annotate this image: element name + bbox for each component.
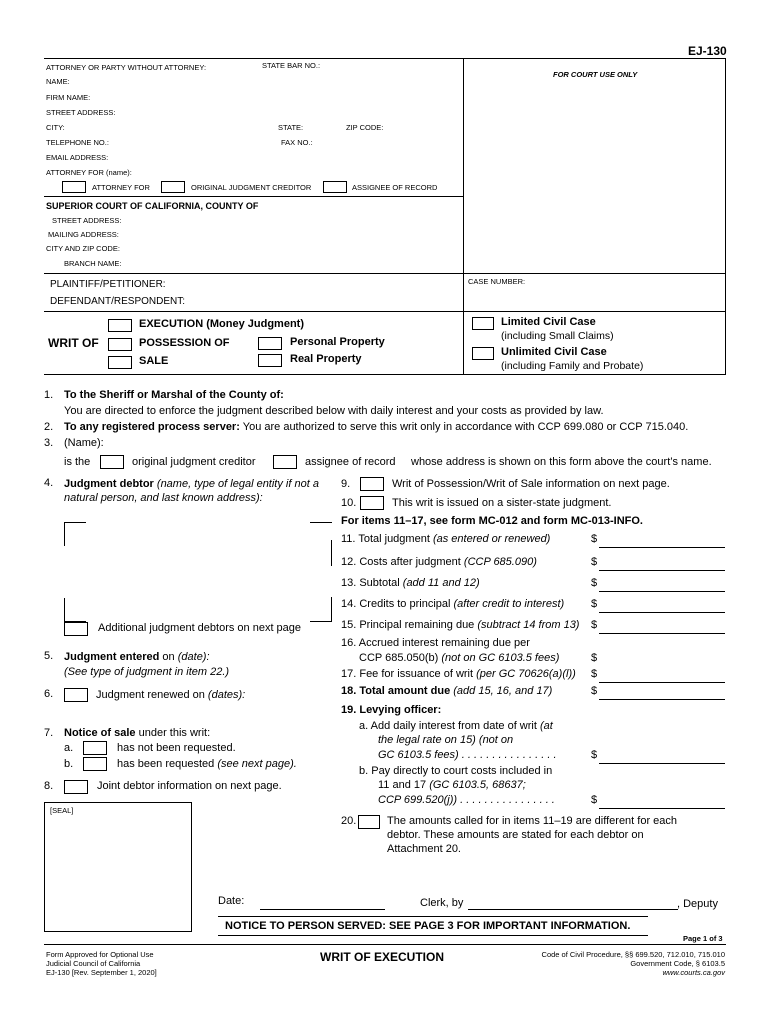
item19a-line3: GC 6103.5 fees) . . . . . . . . . . . . . . . . <box>378 749 557 761</box>
possession-checkbox[interactable] <box>108 338 132 351</box>
item7a-text: has not been requested. <box>117 742 236 754</box>
item8-checkbox[interactable] <box>64 780 88 794</box>
item19-label: 19. Levying officer: <box>341 704 442 716</box>
item19a-at: (at <box>539 720 553 732</box>
debtor-bracket-lv <box>64 522 65 546</box>
item19a-line2: the legal rate on 15) (not on <box>378 734 514 746</box>
item10-num: 10. <box>341 497 357 509</box>
zip-label: ZIP CODE: <box>346 123 384 132</box>
item13-amount-field[interactable] <box>599 591 725 592</box>
writ-of-label: WRIT OF <box>48 336 99 350</box>
seal-box <box>44 802 192 932</box>
writ-border <box>44 311 726 312</box>
court-use-label: FOR COURT USE ONLY <box>553 70 638 79</box>
item8-text: Joint debtor information on next page. <box>97 780 282 792</box>
item4-line1 <box>64 478 319 490</box>
item18-italic: (add 15, 16, and 17) <box>453 685 553 697</box>
notice-text: NOTICE TO PERSON SERVED: SEE PAGE 3 FOR IMPORTANT INFORMATION. <box>225 920 631 932</box>
real-property-checkbox[interactable] <box>258 354 282 367</box>
additional-debtors-label: Additional judgment debtors on next page <box>98 622 302 634</box>
item14 <box>341 598 564 610</box>
approved-line1: Form Approved for Optional Use <box>46 950 154 959</box>
item11-label: 11. Total judgment <box>341 533 430 545</box>
header-top-border <box>44 58 726 59</box>
item7-line <box>64 727 210 739</box>
item20-line2: debtor. These amounts are stated for each debtor on <box>387 829 644 841</box>
city-label: CITY: <box>46 123 65 132</box>
item6-dates: (dates): <box>207 689 246 701</box>
parties-border <box>44 273 726 274</box>
item2-num: 2. <box>44 421 54 433</box>
sale-checkbox[interactable] <box>108 356 132 369</box>
item15-amount-field[interactable] <box>599 633 725 634</box>
phone-label: TELEPHONE NO.: <box>46 138 109 147</box>
item11 <box>341 533 550 545</box>
item20-checkbox[interactable] <box>358 815 380 829</box>
item10-text: This writ is issued on a sister-state judgment. <box>392 497 612 509</box>
right-border <box>725 58 726 375</box>
item12 <box>341 556 537 568</box>
fax-label: FAX NO.: <box>281 138 313 147</box>
item19b-line1: b. Pay directly to court costs included in <box>359 765 553 777</box>
email-label: EMAIL ADDRESS: <box>46 153 109 162</box>
limited-civil-label: Limited Civil Case <box>501 316 596 328</box>
approved-line3: EJ-130 [Rev. September 1, 2020] <box>46 968 157 977</box>
item19a-text: a. Add daily interest from date of writ <box>359 720 537 732</box>
item14-amount-field[interactable] <box>599 612 725 613</box>
unlimited-civil-checkbox[interactable] <box>472 347 494 360</box>
attorney-for-label: ATTORNEY FOR (name): <box>46 168 132 177</box>
item14-label: 14. Credits to principal <box>341 598 451 610</box>
item5-bold: Judgment entered <box>64 651 160 663</box>
courts-website-link[interactable]: www.courts.ca.gov <box>662 968 725 977</box>
item19a-line1 <box>359 720 553 732</box>
item9-checkbox[interactable] <box>360 477 384 491</box>
item7a-letter: a. <box>64 742 74 754</box>
state-bar-label: STATE BAR NO.: <box>262 61 321 70</box>
item6-checkbox[interactable] <box>64 688 88 702</box>
item3-original-label: original judgment creditor <box>132 456 256 468</box>
code-line1: Code of Civil Procedure, §§ 699.520, 712.010, 715.010 <box>541 950 725 959</box>
item16-line2 <box>359 652 559 664</box>
attorney-for-option: ATTORNEY FOR <box>92 183 150 192</box>
item4-num: 4. <box>44 477 54 489</box>
defendant-label: DEFENDANT/RESPONDENT: <box>50 296 186 307</box>
item15-italic: (subtract 14 from 13) <box>477 619 580 631</box>
date-label: Date: <box>218 895 245 907</box>
seal-label: [SEAL] <box>50 806 74 815</box>
item15-label: 15. Principal remaining due <box>341 619 475 631</box>
item18-label: 18. Total amount due <box>341 685 451 697</box>
item19b-gc: (GC 6103.5, 68637; <box>429 779 526 791</box>
item5-num: 5. <box>44 650 54 662</box>
street-label: STREET ADDRESS: <box>46 108 116 117</box>
clerk-label: Clerk, by <box>420 897 464 909</box>
footer-border <box>44 944 726 945</box>
item1-text: You are directed to enforce the judgment described below with daily interest and your costs as provided by law. <box>64 405 604 417</box>
limited-civil-checkbox[interactable] <box>472 317 494 330</box>
deputy-label: , Deputy <box>677 898 718 910</box>
item18-dollar: $ <box>591 685 598 697</box>
court-title: SUPERIOR COURT OF CALIFORNIA, COUNTY OF <box>46 201 259 211</box>
assignee-option: ASSIGNEE OF RECORD <box>352 183 438 192</box>
item7b-italic: (see next page). <box>217 758 297 770</box>
item11-italic: (as entered or renewed) <box>432 533 551 545</box>
debtor-bracket-brv <box>331 597 332 621</box>
item4-bold: Judgment debtor <box>64 478 154 490</box>
item9-text: Writ of Possession/Writ of Sale information on next page. <box>392 478 670 490</box>
item3-assignee-label: assignee of record <box>305 456 396 468</box>
attorney-label: ATTORNEY OR PARTY WITHOUT ATTORNEY: <box>46 63 207 72</box>
unlimited-civil-label: Unlimited Civil Case <box>501 346 607 358</box>
court-city-zip-label: CITY AND ZIP CODE: <box>46 244 120 253</box>
item2-text: You are authorized to serve this writ only in accordance with CCP 699.080 or CCP 715.040. <box>242 421 689 433</box>
additional-debtors-checkbox[interactable] <box>64 622 88 636</box>
item12-label: 12. Costs after judgment <box>341 556 461 568</box>
item4-italic2: natural person, and last known address): <box>64 492 263 504</box>
item9-num: 9. <box>341 478 351 490</box>
plaintiff-label: PLAINTIFF/PETITIONER: <box>50 279 166 290</box>
item16-line1: 16. Accrued interest remaining due per <box>341 637 530 649</box>
item12-amount-field[interactable] <box>599 570 725 571</box>
item4-italic1: (name, type of legal entity if not a <box>156 478 319 490</box>
item1-bold: To the Sheriff or Marshal of the County of: <box>64 389 284 401</box>
approved-line2: Judicial Council of California <box>46 959 141 968</box>
item13-italic: (add 11 and 12) <box>402 577 480 589</box>
item19b-line3: CCP 699.520(j)) . . . . . . . . . . . . . . . . <box>378 794 555 806</box>
mc-note: For items 11–17, see form MC-012 and form MC-013-INFO. <box>341 515 643 527</box>
item3-num: 3. <box>44 437 54 449</box>
clerk-field[interactable] <box>468 909 678 910</box>
possession-label: POSSESSION OF <box>139 337 230 349</box>
item17-amount-field[interactable] <box>599 682 725 683</box>
form-title: WRIT OF EXECUTION <box>320 950 444 964</box>
court-street-label: STREET ADDRESS: <box>52 216 122 225</box>
form-id: EJ-130 <box>688 44 727 58</box>
state-label: STATE: <box>278 123 304 132</box>
item5-on: on <box>162 651 175 663</box>
limited-civil-sub: (including Small Claims) <box>501 330 614 342</box>
sale-label: SALE <box>139 355 169 367</box>
item17-label: 17. Fee for issuance of writ <box>341 668 474 680</box>
item6-num: 6. <box>44 688 54 700</box>
item15 <box>341 619 579 631</box>
attorney-for-checkbox[interactable] <box>62 181 86 193</box>
item7b-text: has been requested <box>117 758 215 770</box>
notice-bottom-border <box>218 935 648 936</box>
item16-dollar: $ <box>591 652 598 664</box>
item3-whose-text: whose address is shown on this form above the court’s name. <box>411 456 712 468</box>
item11-dollar: $ <box>591 533 598 545</box>
original-creditor-checkbox[interactable] <box>161 181 185 193</box>
item12-italic: (CCP 685.090) <box>463 556 537 568</box>
item5-line <box>64 651 210 663</box>
assignee-checkbox[interactable] <box>323 181 347 193</box>
item6-line <box>96 689 245 701</box>
item7b-line <box>117 758 297 770</box>
date-field[interactable] <box>260 909 385 910</box>
debtor-bracket-tl <box>64 522 86 523</box>
item16-italic: (not on GC 6103.5 fees) <box>441 652 560 664</box>
page-number: Page 1 of 3 <box>683 934 723 943</box>
debtor-bracket-blv <box>64 598 65 622</box>
item16-ccp: CCP 685.050(b) <box>359 652 439 664</box>
item3-original-checkbox[interactable] <box>100 455 124 469</box>
name-label: NAME: <box>46 77 70 86</box>
item3-assignee-checkbox[interactable] <box>273 455 297 469</box>
item18-amount-field[interactable] <box>599 699 725 700</box>
debtor-bracket-br <box>310 621 332 622</box>
court-branch-label: BRANCH NAME: <box>64 259 122 268</box>
item15-dollar: $ <box>591 619 598 631</box>
execution-label: EXECUTION (Money Judgment) <box>139 318 305 330</box>
item20-line3: Attachment 20. <box>387 843 461 855</box>
item20-line1: The amounts called for in items 11–19 are different for each <box>387 815 678 827</box>
notice-top-border <box>218 916 648 917</box>
real-property-label: Real Property <box>290 353 362 365</box>
item12-dollar: $ <box>591 556 598 568</box>
item17-italic: (per GC 70626(a)(l)) <box>476 668 576 680</box>
court-use-divider <box>463 58 464 375</box>
execution-checkbox[interactable] <box>108 319 132 332</box>
item19a-dollar: $ <box>591 749 598 761</box>
item7b-checkbox[interactable] <box>83 757 107 771</box>
item19b-dollar: $ <box>591 794 598 806</box>
item14-italic: (after credit to interest) <box>453 598 565 610</box>
item7-bold: Notice of sale <box>64 727 136 739</box>
item18 <box>341 685 552 697</box>
item7a-checkbox[interactable] <box>83 741 107 755</box>
item10-checkbox[interactable] <box>360 496 384 510</box>
debtor-bracket-rv <box>331 540 332 566</box>
item3-name-label: (Name): <box>64 437 104 449</box>
item17 <box>341 668 576 680</box>
firm-label: FIRM NAME: <box>46 93 91 102</box>
item19b-amount-field[interactable] <box>599 808 725 809</box>
writ-bottom-border <box>44 374 726 375</box>
original-creditor-option: ORIGINAL JUDGMENT CREDITOR <box>191 183 312 192</box>
item2-bold: To any registered process server: <box>64 421 240 433</box>
personal-property-label: Personal Property <box>290 336 385 348</box>
item8-num: 8. <box>44 780 54 792</box>
personal-property-checkbox[interactable] <box>258 337 282 350</box>
item20-num: 20. <box>341 815 357 827</box>
item7b-letter: b. <box>64 758 74 770</box>
item14-dollar: $ <box>591 598 598 610</box>
item17-dollar: $ <box>591 668 598 680</box>
unlimited-civil-sub: (including Family and Probate) <box>501 360 644 372</box>
item13-dollar: $ <box>591 577 598 589</box>
item3-is-the: is the <box>64 456 91 468</box>
item19b-line2 <box>378 779 526 791</box>
item19b-items: 11 and 17 <box>378 779 427 791</box>
debtor-bracket-tr <box>310 522 332 523</box>
item7-num: 7. <box>44 727 54 739</box>
court-section-border <box>44 196 464 197</box>
item13 <box>341 577 480 589</box>
item5-see: (See type of judgment in item 22.) <box>64 666 230 678</box>
code-line2: Government Code, § 6103.5 <box>630 959 725 968</box>
item2-line <box>64 421 688 433</box>
item7-text: under this writ: <box>138 727 211 739</box>
item13-label: 13. Subtotal <box>341 577 400 589</box>
item5-date: (date): <box>177 651 210 663</box>
item11-amount-field[interactable] <box>599 547 725 548</box>
item6-text: Judgment renewed on <box>96 689 205 701</box>
item1-num: 1. <box>44 389 54 401</box>
item19a-amount-field[interactable] <box>599 763 725 764</box>
court-mailing-label: MAILING ADDRESS: <box>48 230 119 239</box>
case-number-label: CASE NUMBER: <box>468 277 526 286</box>
